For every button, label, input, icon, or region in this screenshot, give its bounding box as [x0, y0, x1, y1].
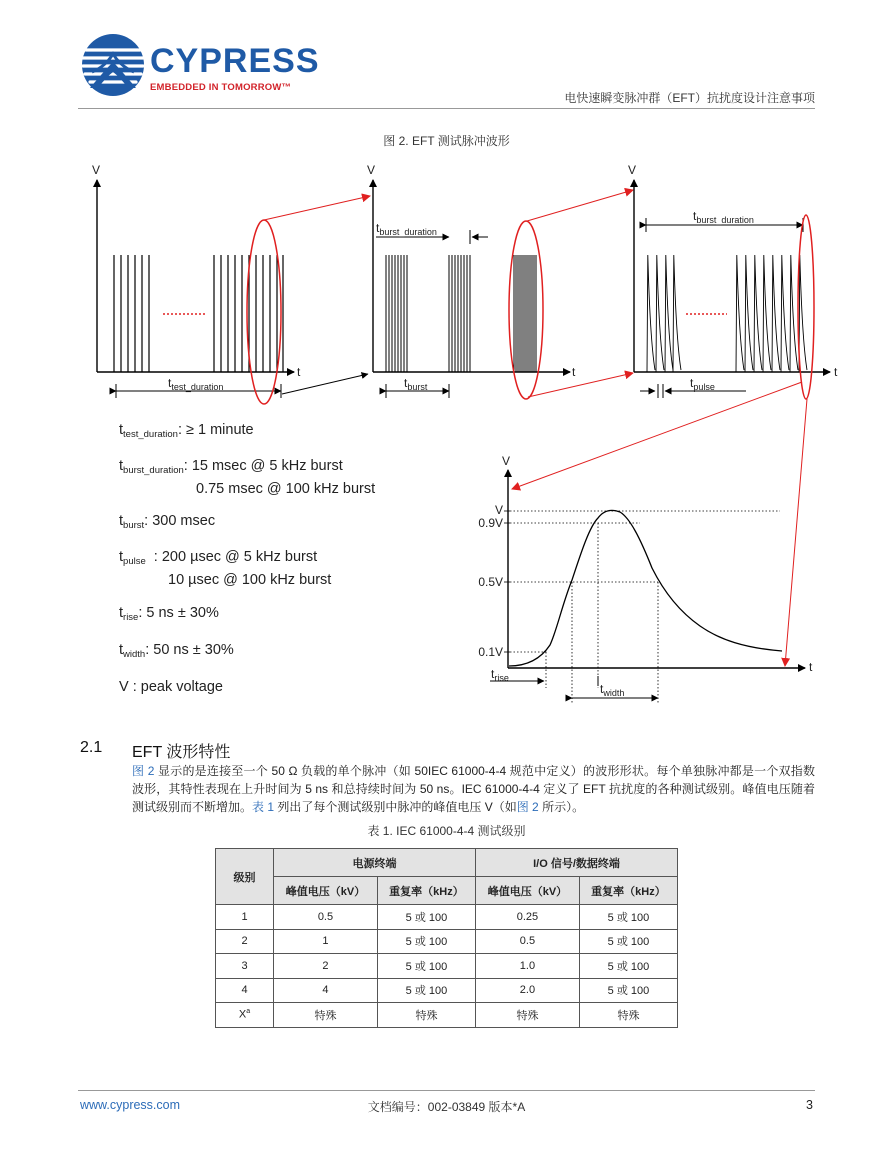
def-peak-voltage: V : peak voltage — [119, 679, 223, 695]
col-power-peak-header: 峰值电压（kV） — [274, 877, 378, 905]
def-test-duration: $t_{test\_duration}$: ≥ 1 minute — [119, 422, 254, 440]
panel3-t-label: t — [834, 365, 838, 379]
panel2-burst-duration-label: $t_{burst\_duration}$ — [376, 221, 437, 237]
table-row — [216, 954, 678, 979]
table-row — [216, 978, 678, 1003]
panel1-duration-label: $t_{test\_duration}$ — [168, 376, 224, 392]
table-row — [216, 905, 678, 930]
pulse-spike — [799, 255, 807, 372]
io-peak-cell: 0.25 — [475, 905, 579, 930]
pulse-spike — [647, 255, 655, 372]
cypress-logo — [80, 32, 320, 98]
figure-2-link[interactable]: 图 2 — [132, 764, 155, 778]
header-title: 电快速瞬变脉冲群（EFT）抗扰度设计注意事项 — [564, 91, 815, 105]
iec-test-level-table — [215, 848, 678, 1028]
power-rate-cell: 5 或 100 — [377, 978, 475, 1003]
pulse-spike — [754, 255, 762, 372]
panel2-t-label: t — [572, 365, 576, 379]
footer-page-number: 3 — [806, 1098, 813, 1112]
pulse-spike — [781, 255, 789, 372]
pulse-spike — [665, 255, 673, 372]
io-peak-cell: 2.0 — [475, 978, 579, 1003]
panel3-v-label: V — [628, 163, 637, 177]
footer-document-number: 文档编号：002-03849 版本*A — [367, 1100, 526, 1114]
power-rate-cell: 特殊 — [377, 1003, 475, 1028]
def-pulse: $t_{pulse}$ : 200 µsec @ 5 kHz burst 10 µsec @ 100 kHz burst — [119, 549, 332, 588]
power-peak-cell: 特殊 — [274, 1003, 378, 1028]
pulse-spike — [763, 255, 771, 372]
pulse-spike — [736, 255, 744, 372]
power-rate-cell: 5 或 100 — [377, 929, 475, 954]
single-pulse-detail — [478, 454, 813, 703]
rise-time-label: $t_{rise}$ — [491, 667, 509, 683]
power-peak-cell: 4 — [274, 978, 378, 1003]
section-number: 2.1 — [80, 739, 103, 756]
footer-website-link[interactable]: www.cypress.com — [80, 1098, 181, 1112]
col-power-rate-header: 重复率（kHz） — [377, 877, 475, 905]
pulse-v-axis-label: V — [502, 454, 511, 468]
panel2-burst-label: $t_{burst}$ — [404, 376, 428, 392]
io-peak-cell: 0.5 — [475, 929, 579, 954]
power-peak-cell: 2 — [274, 954, 378, 979]
cypress-tree-icon — [80, 32, 146, 98]
power-rate-cell: 5 或 100 — [377, 905, 475, 930]
def-burst: $t_{burst}$: 300 msec — [119, 513, 216, 531]
io-peak-cell: 特殊 — [475, 1003, 579, 1028]
level-cell: $X^a$ — [216, 1003, 274, 1028]
pulse-spike — [745, 255, 753, 372]
pulse-spike — [790, 255, 798, 372]
col-io-peak-header: 峰值电压（kV） — [475, 877, 579, 905]
power-rate-cell: 5 或 100 — [377, 954, 475, 979]
table-row — [216, 929, 678, 954]
panel1-t-label: t — [297, 365, 301, 379]
level-cell: 3 — [216, 954, 274, 979]
level-cell: 1 — [216, 905, 274, 930]
io-rate-cell: 特殊 — [579, 1003, 677, 1028]
power-peak-cell: 1 — [274, 929, 378, 954]
def-rise: $t_{rise}$: 5 ns ± 30% — [119, 605, 219, 623]
pulse-01-label: 0.1V — [478, 645, 503, 659]
brand-tagline: EMBEDDED IN TOMORROW™ — [150, 82, 292, 93]
col-level-header: 级别 — [216, 849, 274, 905]
pulse-width-label: $t_{width}$ — [600, 682, 625, 698]
io-rate-cell: 5 或 100 — [579, 954, 677, 979]
col-io-header: I/O 信号/数据终端 — [475, 849, 677, 877]
level-cell: 2 — [216, 929, 274, 954]
level-cell: 4 — [216, 978, 274, 1003]
figure-2-link-2[interactable]: 图 2 — [516, 800, 539, 814]
col-power-header: 电源终端 — [274, 849, 476, 877]
pulse-t-axis-label: t — [809, 660, 813, 674]
table-caption: 表 1. IEC 61000-4-4 测试级别 — [367, 824, 526, 838]
pulse-peak-label: V — [494, 503, 503, 517]
io-rate-cell: 5 或 100 — [579, 978, 677, 1003]
table-1-link[interactable]: 表 1 — [252, 800, 275, 814]
io-rate-cell: 5 或 100 — [579, 929, 677, 954]
panel-test-duration — [92, 163, 301, 404]
figure-caption: 图 2. EFT 测试脉冲波形 — [383, 134, 510, 148]
brand-name: CYPRESS — [150, 42, 320, 80]
panel-pulse — [628, 163, 838, 399]
col-io-rate-header: 重复率（kHz） — [579, 877, 677, 905]
io-rate-cell: 5 或 100 — [579, 905, 677, 930]
section-paragraph: 图 2 显示的是连接至一个 50 Ω 负载的单个脉冲（如 50IEC 61000-4-4 规范中定义）的波形形状。每个单独脉冲都是一个双指数波形，其特性表现在上升时间为 5 ns 和总持续时间为 50 ns。IEC 61000-4-4 定义了 EFT 抗扰度的各种测试级别。峰值电压随着测试级别而不断增加。表 1 列出了每个测试级别中脉冲的峰值电压 V（如图 2 所示）。 — [132, 764, 815, 814]
def-width: $t_{width}$: 50 ns ± 30% — [119, 642, 234, 660]
pulse-spike — [656, 255, 664, 372]
io-peak-cell: 1.0 — [475, 954, 579, 979]
panel3-pulse-label: $t_{pulse}$ — [690, 376, 715, 392]
panel2-v-label: V — [367, 163, 376, 177]
panel3-burst-duration-label: $t_{burst\_duration}$ — [693, 209, 754, 225]
def-burst-duration: $t_{burst\_duration}$: 15 msec @ 5 kHz burst 0.75 msec @ 100 kHz burst — [119, 458, 376, 497]
footer-divider — [78, 1090, 815, 1091]
pulse-09-label: 0.9V — [478, 516, 503, 530]
pulse-spike — [772, 255, 780, 372]
table-row — [216, 1003, 678, 1028]
pulse-spike — [673, 255, 681, 372]
panel-burst — [367, 163, 576, 399]
pulse-05-label: 0.5V — [478, 575, 503, 589]
power-peak-cell: 0.5 — [274, 905, 378, 930]
header-divider — [78, 108, 815, 109]
panel1-v-label: V — [92, 163, 101, 177]
section-title: EFT 波形特性 — [132, 744, 231, 761]
